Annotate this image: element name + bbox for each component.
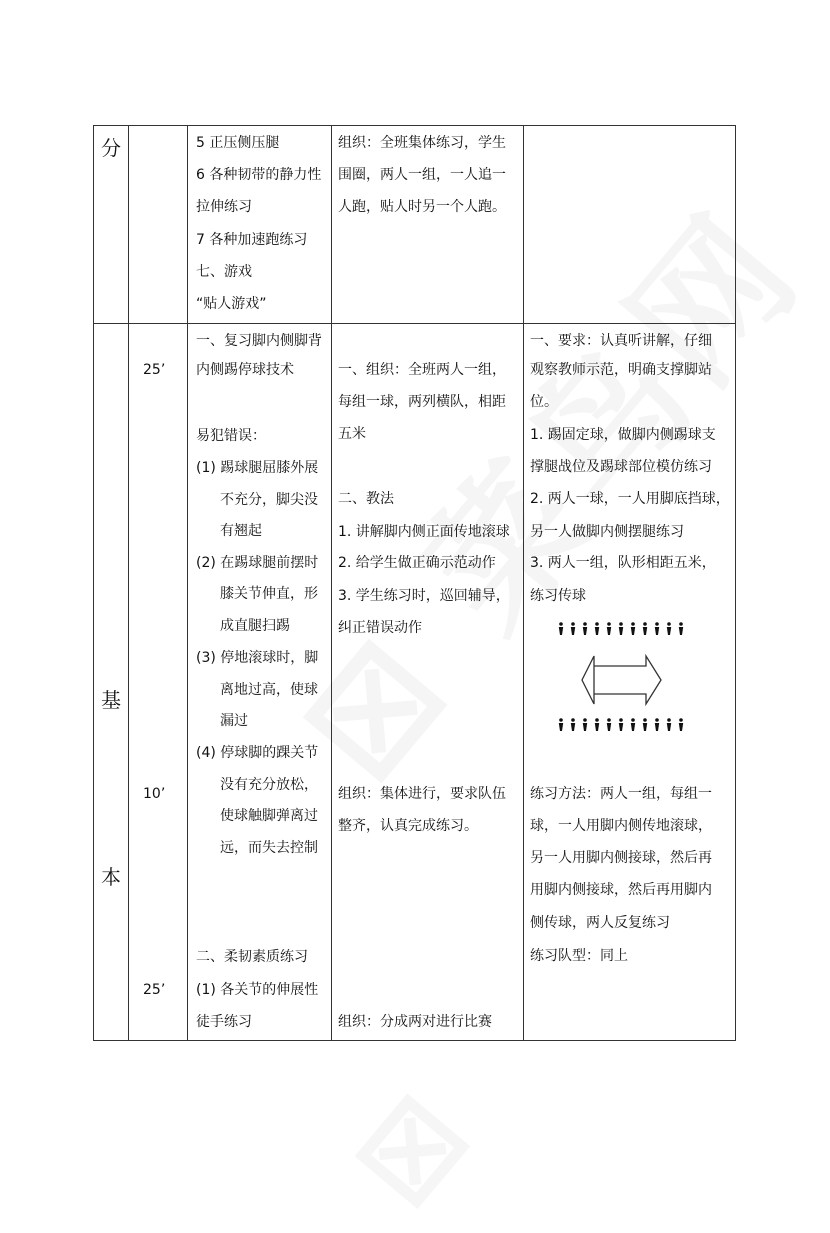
formation-bottom-row	[559, 718, 683, 731]
content-line: (4) 停球脚的踝关节	[196, 745, 319, 761]
player-icon	[631, 622, 635, 635]
content-line: 使球触脚弹离过	[220, 808, 318, 824]
requirement-line: 练习队型：同上	[530, 948, 628, 964]
content-line: 漏过	[220, 713, 248, 729]
requirement-line: 另一人做脚内侧摆腿练习	[530, 524, 684, 540]
table-row-basic	[94, 324, 736, 1041]
organization-line: 每组一球，两列横队，相距	[338, 394, 506, 410]
player-icon	[655, 622, 659, 635]
content-cell	[188, 324, 332, 1041]
requirement-line: 用脚内侧接球，然后再用脚内	[530, 882, 712, 898]
player-icon	[631, 718, 635, 731]
content-line: 没有充分放松，	[220, 777, 318, 793]
player-icon	[595, 622, 599, 635]
player-icon	[571, 718, 575, 731]
player-icon	[679, 718, 683, 731]
organization-line: 围圈，两人一组，一人追一	[338, 167, 506, 183]
content-line: 拉伸练习	[196, 199, 252, 215]
player-icon	[583, 622, 587, 635]
requirement-line: 观察教师示范，明确支撑脚站	[530, 362, 712, 378]
requirements-cell	[524, 126, 736, 324]
player-icon	[595, 718, 599, 731]
content-line: 内侧踢停球技术	[196, 362, 294, 378]
content-line: 7 各种加速跑练习	[196, 232, 308, 248]
section-cell	[94, 126, 129, 324]
organization-line: 纠正错误动作	[338, 620, 422, 636]
requirements-cell	[524, 324, 736, 1041]
player-icon	[571, 622, 575, 635]
organization-line: 人跑，贴人时另一个人跑。	[338, 199, 506, 215]
organization-line: 二、教法	[338, 491, 394, 507]
player-icon	[619, 718, 623, 731]
player-icon	[559, 622, 563, 635]
content-line: 有翘起	[220, 523, 262, 539]
player-icon	[643, 622, 647, 635]
time-value: 10’	[143, 786, 166, 802]
content-line: 5 正压侧压腿	[196, 135, 280, 151]
organization-line: 组织：集体进行，要求队伍	[338, 786, 506, 802]
organization-line: 一、组织：全班两人一组，	[338, 362, 506, 378]
content-line: 离地过高，使球	[220, 682, 318, 698]
content-line: 易犯错误：	[196, 428, 266, 444]
section-cell	[94, 324, 129, 1041]
content-line: 七、游戏	[196, 264, 252, 280]
content-line: 一、复习脚内侧脚背	[196, 333, 322, 349]
organization-cell	[332, 126, 524, 324]
content-line: 不充分，脚尖没	[220, 492, 318, 508]
organization-line: 2. 给学生做正确示范动作	[338, 555, 496, 571]
player-icon	[667, 718, 671, 731]
organization-line: 组织：分成两对进行比赛	[338, 1014, 492, 1030]
requirement-line: 3. 两人一组，队形相距五米，	[530, 555, 716, 571]
table-row-warmup	[94, 126, 736, 324]
organization-line: 整齐，认真完成练习。	[338, 818, 478, 834]
player-icon	[607, 718, 611, 731]
player-icon	[679, 622, 683, 635]
time-value: 25’	[143, 982, 166, 998]
requirement-line: 2. 两人一球，一人用脚底挡球，	[530, 491, 730, 507]
player-icon	[619, 622, 623, 635]
content-line: 二、柔韧素质练习	[196, 949, 308, 965]
content-line: 成直腿扫踢	[220, 618, 290, 634]
double-arrow-icon	[582, 656, 661, 704]
requirement-line: 另一人用脚内侧接球，然后再	[530, 850, 712, 866]
content-line: 6 各种韧带的静力性	[196, 167, 322, 183]
lesson-plan-table	[93, 125, 736, 1041]
time-cell	[129, 126, 188, 324]
watermark-lower	[325, 1066, 496, 1232]
requirement-line: 撑腿战位及踢球部位模仿练习	[530, 459, 712, 475]
requirement-line: 练习方法：两人一组，每组一	[530, 786, 712, 802]
organization-line: 1. 讲解脚内侧正面传地滚球	[338, 524, 510, 540]
requirement-line: 练习传球	[530, 588, 586, 604]
content-cell	[188, 126, 332, 324]
requirement-line: 1. 踢固定球，做脚内侧踢球支	[530, 427, 716, 443]
requirement-line: 球，一人用脚内侧传地滚球，	[530, 818, 712, 834]
organization-cell	[332, 324, 524, 1041]
section-label-top: 基	[101, 688, 121, 712]
content-line: 远，而失去控制	[220, 840, 318, 856]
formation-top-row	[559, 622, 683, 635]
requirement-line: 位。	[530, 394, 558, 410]
player-icon	[559, 718, 563, 731]
player-icon	[643, 718, 647, 731]
time-value: 25’	[143, 362, 166, 378]
section-label-bottom: 本	[101, 865, 121, 889]
time-cell	[129, 324, 188, 1041]
organization-line: 3. 学生练习时，巡回辅导，	[338, 588, 510, 604]
content-line: 徒手练习	[196, 1014, 252, 1030]
requirement-line: 一、要求：认真听讲解，仔细	[530, 333, 712, 349]
formation-diagram	[554, 618, 704, 738]
content-line: (1) 踢球腿屈膝外展	[196, 460, 319, 476]
organization-line: 五米	[338, 426, 366, 442]
content-line: 膝关节伸直，形	[220, 586, 318, 602]
organization-line: 组织：全班集体练习，学生	[338, 135, 506, 151]
content-line: (3) 停地滚球时，脚	[196, 650, 319, 666]
content-line: (1) 各关节的伸展性	[196, 982, 319, 998]
requirement-line: 侧传球，两人反复练习	[530, 915, 670, 931]
player-icon	[607, 622, 611, 635]
player-icon	[583, 718, 587, 731]
player-icon	[655, 718, 659, 731]
content-line: (2) 在踢球腿前摆时	[196, 555, 319, 571]
player-icon	[667, 622, 671, 635]
content-line: “贴人游戏”	[196, 296, 267, 312]
section-label: 分	[101, 136, 121, 160]
